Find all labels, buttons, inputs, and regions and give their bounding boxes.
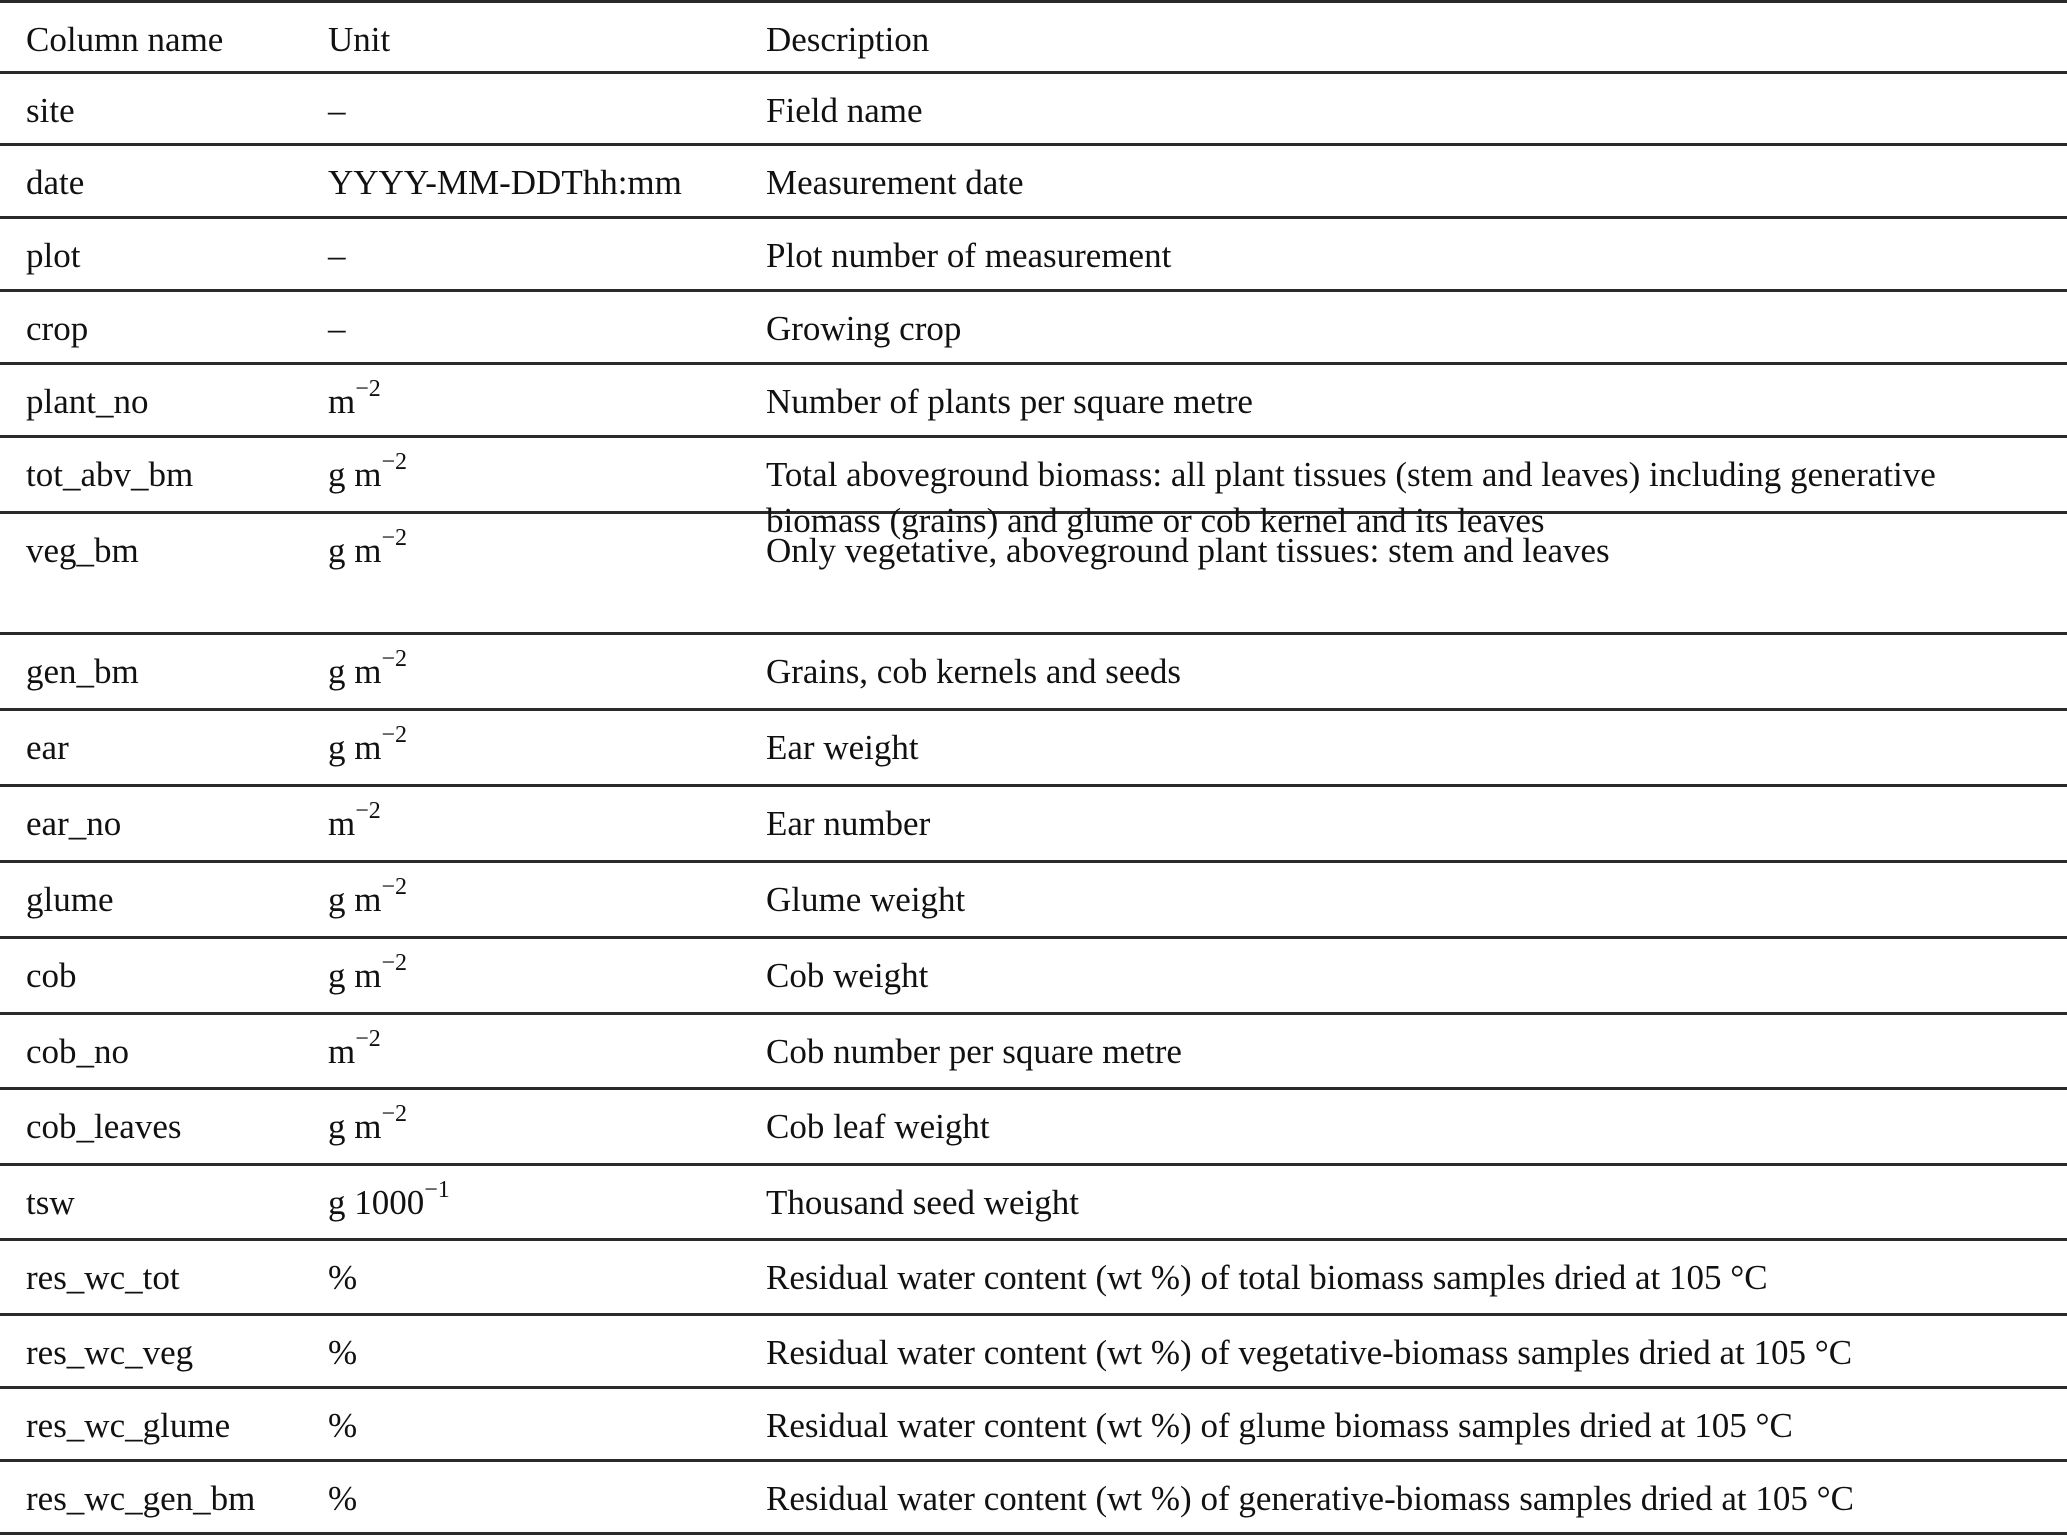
unit-cell [302,1316,766,1376]
unit-cell [302,365,766,425]
column-name-cell: cob_leaves [26,1107,182,1146]
table-row [0,438,2067,540]
table-row [0,219,2067,292]
column-name-cell: cob [26,956,77,995]
table-row [0,146,2067,219]
unit-cell [302,1389,766,1449]
unit-cell [302,438,766,498]
table-row [0,514,2067,635]
description-cell: Cob weight [766,956,929,995]
description-cell: Cob leaf weight [766,1107,990,1146]
table-row [0,1090,2067,1166]
description-cell: Residual water content (wt %) of glume biomass samples dried at 105 °C [766,1406,1793,1445]
unit-cell [302,1166,766,1226]
unit-base: g m [328,455,382,494]
unit-base: g m [328,531,382,570]
description-cell: Total aboveground biomass: all plant tissues (stem and leaves) including generative biomass (grains) and glume or cob kernel and its leaves [766,455,1936,540]
table-row [0,1166,2067,1241]
table-row [0,292,2067,365]
unit-exponent: −2 [381,950,408,977]
table-row [0,863,2067,939]
unit-base: % [328,1479,358,1518]
column-name-cell: cob_no [26,1032,130,1071]
header-description: Description [766,20,930,59]
column-name-cell: res_wc_glume [26,1406,231,1445]
description-cell: Thousand seed weight [766,1183,1079,1222]
unit-cell [302,1462,766,1522]
unit-exponent: −2 [381,449,408,476]
unit-base: % [328,1258,358,1297]
unit-cell [302,635,766,695]
description-cell: Number of plants per square metre [766,382,1253,421]
description-cell: Grains, cob kernels and seeds [766,652,1182,691]
unit-cell [302,1241,766,1301]
table-row [0,1316,2067,1389]
unit-base: – [328,236,346,275]
table-row [0,365,2067,438]
unit-base: m [328,1032,356,1071]
unit-exponent: −2 [381,525,408,552]
unit-cell [302,863,766,923]
unit-base: g m [328,956,382,995]
unit-exponent: −2 [381,874,408,901]
column-name-cell: ear_no [26,804,122,843]
header-unit: Unit [328,20,391,59]
description-cell: Field name [766,91,923,130]
table-row [0,1462,2067,1535]
unit-cell [302,1090,766,1150]
unit-base: g 1000 [328,1183,425,1222]
unit-base: g m [328,1107,382,1146]
unit-exponent: −2 [381,1101,408,1128]
description-cell: Growing crop [766,309,962,348]
unit-cell [302,146,766,206]
description-cell: Ear number [766,804,931,843]
table-row [0,74,2067,146]
unit-base: g m [328,652,382,691]
column-name-cell: site [26,91,75,130]
unit-cell [302,1015,766,1075]
column-name-cell: tsw [26,1183,75,1222]
header-column-name: Column name [26,20,224,59]
description-cell: Glume weight [766,880,966,919]
column-name-cell: res_wc_tot [26,1258,180,1297]
column-name-cell: gen_bm [26,652,139,691]
unit-base: % [328,1333,358,1372]
table-header-row [0,0,2067,74]
unit-base: – [328,309,346,348]
unit-exponent: −2 [381,722,408,749]
description-cell: Residual water content (wt %) of vegetative-biomass samples dried at 105 °C [766,1333,1853,1372]
column-name-cell: date [26,163,85,202]
table-body [0,74,2067,1535]
unit-base: m [328,382,356,421]
unit-cell [302,787,766,847]
description-cell: Residual water content (wt %) of total biomass samples dried at 105 °C [766,1258,1768,1297]
column-name-cell: crop [26,309,89,348]
table-row [0,1389,2067,1462]
table-row [0,787,2067,863]
table-row [0,635,2067,711]
column-name-cell: res_wc_gen_bm [26,1479,256,1518]
column-name-cell: veg_bm [26,531,139,570]
description-cell: Only vegetative, aboveground plant tissues: stem and leaves [766,531,1610,570]
column-name-cell: res_wc_veg [26,1333,194,1372]
table-row [0,1241,2067,1316]
unit-base: % [328,1406,358,1445]
unit-cell [302,514,766,574]
unit-base: g m [328,728,382,767]
unit-base: – [328,91,346,130]
column-name-cell: ear [26,728,69,767]
column-name-cell: glume [26,880,114,919]
table-row [0,711,2067,787]
unit-cell [302,74,766,134]
unit-cell [302,292,766,352]
unit-base: m [328,804,356,843]
column-name-cell: plot [26,236,81,275]
unit-exponent: −1 [424,1177,450,1204]
unit-base: g m [328,880,382,919]
unit-exponent: −2 [381,646,408,673]
unit-exponent: −2 [355,376,381,403]
table-row [0,1015,2067,1090]
unit-base: YYYY-MM-DDThh:mm [328,163,682,202]
unit-cell [302,939,766,999]
description-cell: Plot number of measurement [766,236,1172,275]
description-cell: Cob number per square metre [766,1032,1182,1071]
description-cell: Measurement date [766,163,1024,202]
unit-exponent: −2 [355,1026,381,1053]
description-cell: Residual water content (wt %) of generative-biomass samples dried at 105 °C [766,1479,1854,1518]
column-name-cell: plant_no [26,382,149,421]
table-row [0,939,2067,1015]
unit-cell [302,711,766,771]
unit-cell [302,219,766,279]
column-name-cell: tot_abv_bm [26,455,194,494]
description-cell: Ear weight [766,728,919,767]
unit-exponent: −2 [355,798,381,825]
